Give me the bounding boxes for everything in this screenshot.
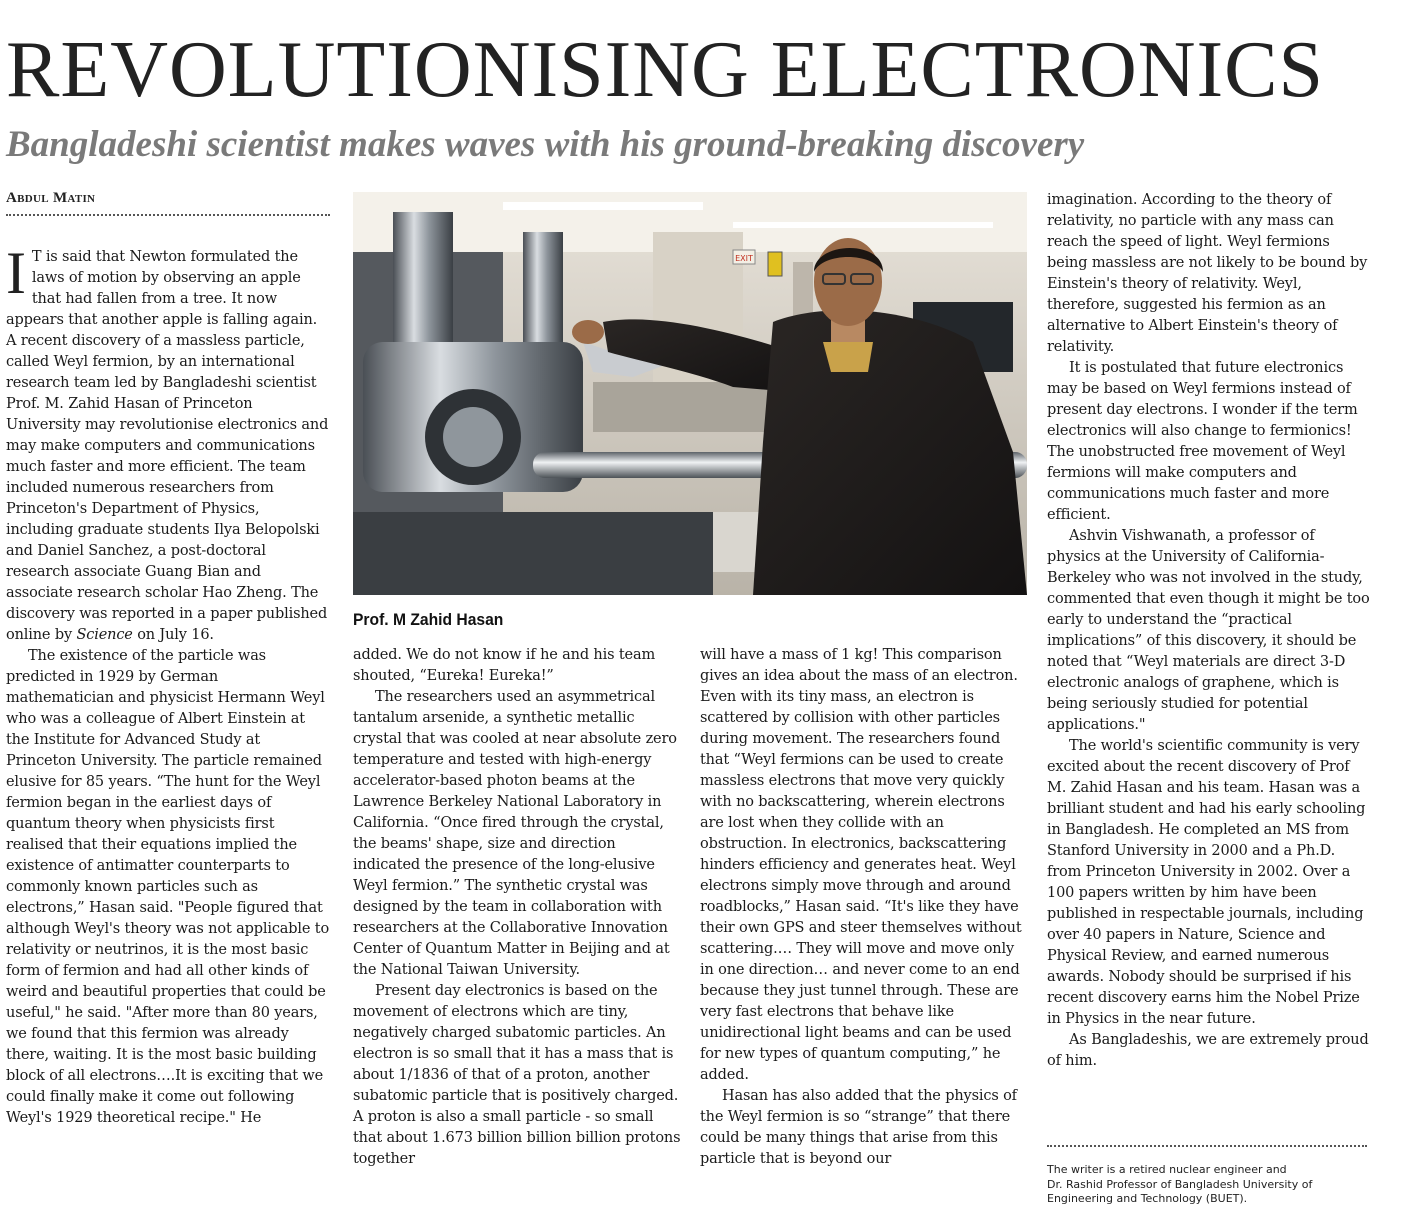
journal-name: Science (76, 627, 133, 643)
paragraph-3: added. We do not know if he and his team shouted, “Eureka! Eureka!” (353, 647, 656, 684)
paragraph-12: As Bangladeshis, we are extremely proud of him. (1047, 1032, 1369, 1069)
paragraph-9: It is postulated that future electronics may be based on Weyl fermions instead of present day electrons. I wonder if the term electronics will also change to fermionics! The unobstructed free movement of Weyl fermions will make computers and communications much faster and more efficient. (1047, 360, 1358, 523)
article-photo (353, 192, 1027, 595)
drop-cap: I (6, 240, 26, 306)
paragraph-10: Ashvin Vishwanath, a professor of physics at the University of California-Berkeley who was not involved in the study, commented that even though it might be too early to understand the “practical implications” of this discovery, it should be noted that “Weyl materials are direct 3-D electronic analogs of graphene, which is being seriously studied for potential applications." (1047, 528, 1370, 733)
subheadline: Bangladeshi scientist makes waves with his ground-breaking discovery (6, 124, 1085, 165)
paragraph-6: will have a mass of 1 kg! This comparison gives an idea about the mass of an electron. Even with its tiny mass, an electron is scattered by collision with other particles during movement. The researchers found that “Weyl fermions can be used to create massless electrons that move very quickly with no backscattering, wherein electrons are lost when they collide with an obstruction. In electronics, backscattering hinders efficiency and generates heat. Weyl electrons simply move through and around roadblocks,” Hasan said. “It's like they have their own GPS and steer themselves without scattering.… They will move and move only in one direction… and never come to an end because they just tunnel through. These are very fast electrons that behave like unidirectional light beams and can be used for new types of quantum computing,” he added. (700, 647, 1022, 1083)
paragraph-2: The existence of the particle was predicted in 1929 by German mathematician and physicist Hermann Weyl who was a colleague of Albert Einstein at the Institute for Advanced Study at Princeton University. The particle remained elusive for 85 years. “The hunt for the Weyl fermion began in the earliest days of quantum theory when physicists first realised that their equations implied the existence of antimatter counterparts to commonly known particles such as electrons,” Hasan said. "People figured that although Weyl's theory was not applicable to relativity or neutrinos, it is the most basic form of fermion and had all other kinds of weird and beautiful properties that could be useful," he said. "After more than 80 years, we found that this fermion was already there, waiting. It is the most basic building block of all electrons….It is exciting that we could finally make it come out following Weyl's 1929 theoretical recipe." He (6, 648, 330, 1126)
article-column-4 (1047, 190, 1371, 1072)
paragraph-1-end: on July 16. (137, 627, 214, 643)
author-note (1047, 1163, 1387, 1207)
article-column-1 (6, 240, 330, 1129)
paragraph-1 (6, 240, 330, 646)
author-note-line-2: Dr. Rashid Professor of Bangladesh University of (1047, 1177, 1313, 1191)
paragraph-4: The researchers used an asymmetrical tantalum arsenide, a synthetic metallic crystal that was cooled at near absolute zero temperature and tested with high-energy accelerator-based photon beams at the Lawrence Berkeley National Laboratory in California. “Once fired through the crystal, the beams' shape, size and direction indicated the presence of the long-elusive Weyl fermion.” The synthetic crystal was designed by the team in collaboration with researchers at the Collaborative Innovation Center of Quantum Matter in Beijing and at the National Taiwan University. (353, 689, 677, 978)
byline: Abdul Matin (6, 190, 330, 216)
author-note-line-3: Engineering and Technology (BUET). (1047, 1192, 1248, 1205)
paragraph-5: Present day electronics is based on the movement of electrons which are tiny, negatively charged subatomic particles. An electron is so small that it has a mass that is about 1/1836 of that of a proton, another subatomic particle that is positively charged. A proton is also a small particle - so small that about 1.673 billion billion billion protons together (353, 983, 681, 1167)
paragraph-8: imagination. According to the theory of relativity, no particle with any mass can reach the speed of light. Weyl fermions being massless are not likely to be bound by Einstein's theory of relativity. Weyl, therefore, suggested his fermion as an alternative to Albert Einstein's theory of relativity. (1047, 192, 1368, 355)
article-column-2 (353, 645, 681, 1170)
footnote-divider (1047, 1145, 1367, 1147)
paragraph-11: The world's scientific community is very excited about the recent discovery of Prof M. Zahid Hasan and his team. Hasan was a brilliant student and had his early schooling in Bangladesh. He completed an MS from Stanford University in 2000 and a Ph.D. from Princeton University in 2002. Over a 100 papers written by him have been published in respectable journals, including over 40 papers in Nature, Science and Physical Review, and earned numerous awards. Nobody should be surprised if his recent discovery earns him the Nobel Prize in Physics in the near future. (1047, 738, 1366, 1027)
paragraph-7: Hasan has also added that the physics of the Weyl fermion is so “strange” that there could be many things that arise from this particle that is beyond our (700, 1088, 1017, 1167)
article-column-3 (700, 645, 1028, 1170)
exit-sign: EXIT (735, 254, 753, 263)
author-note-line-1: The writer is a retired nuclear engineer and (1047, 1163, 1287, 1176)
photo-caption: Prof. M Zahid Hasan (353, 610, 504, 629)
paragraph-1-text: T is said that Newton formulated the laws of motion by observing an apple that had fallen from a tree. It now appears that another apple is falling again. A recent discovery of a massless particle, called Weyl fermion, by an international research team led by Bangladeshi scientist Prof. M. Zahid Hasan of Princeton University may revolutionise electronics and may make computers and communications much faster and more efficient. The team included numerous researchers from Princeton's Department of Physics, including graduate students Ilya Belopolski and Daniel Sanchez, a post-doctoral research associate Guang Bian and associate research scholar Hao Zheng. The discovery was reported in a paper published online by (6, 249, 329, 643)
headline: REVOLUTIONISING ELECTRONICS (6, 26, 1325, 114)
